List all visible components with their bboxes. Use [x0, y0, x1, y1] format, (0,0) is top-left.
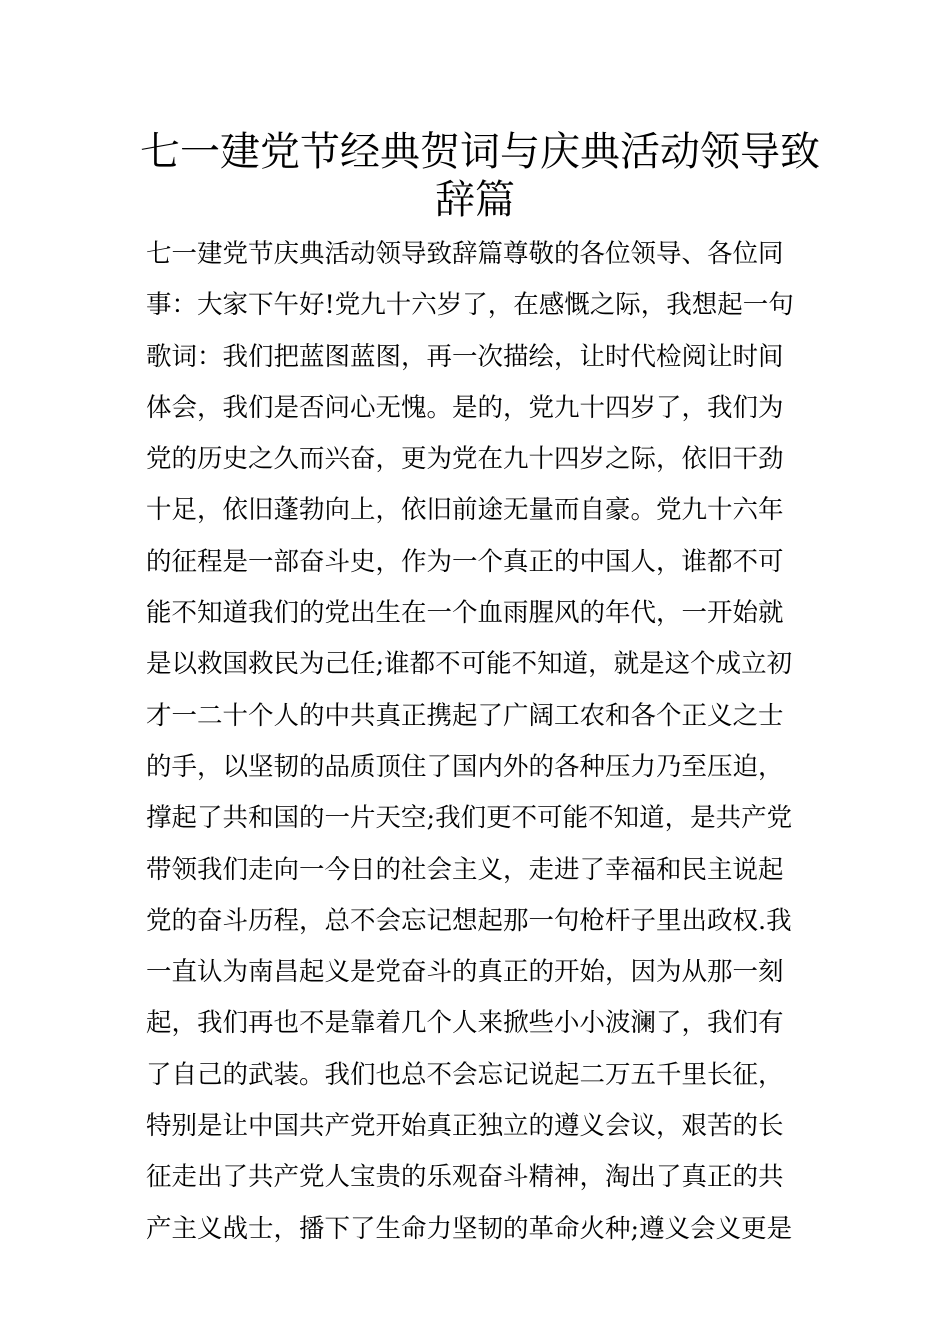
body-line: 特别是让中国共产党开始真正独立的遵义会议，艰苦的长	[146, 1111, 784, 1142]
document-body	[146, 229, 814, 1255]
title-line: 辞篇	[435, 177, 515, 223]
body-line: 党的历史之久而兴奋，更为党在九十四岁之际，依旧干劲	[146, 444, 784, 475]
body-line: 带领我们走向一今日的社会主义，走进了幸福和民主说起	[146, 854, 784, 885]
body-line: 一直认为南昌起义是党奋斗的真正的开始，因为从那一刻	[146, 957, 784, 988]
body-line: 歌词：我们把蓝图蓝图，再一次描绘，让时代检阅让时间	[146, 341, 784, 372]
body-line: 起，我们再也不是靠着几个人来掀些小小波澜了，我们有	[146, 1008, 784, 1039]
body-line: 征走出了共产党人宝贵的乐观奋斗精神，淘出了真正的共	[146, 1162, 784, 1193]
body-line: 十足，依旧蓬勃向上，依旧前途无量而自豪。党九十六年	[146, 495, 784, 526]
body-line: 了自己的武装。我们也总不会忘记说起二万五千里长征，	[146, 1059, 784, 1090]
body-line: 产主义战士，播下了生命力坚韧的革命火种;遵义会义更是	[146, 1213, 793, 1244]
body-line: 七一建党节庆典活动领导致辞篇尊敬的各位领导、各位同	[146, 239, 784, 269]
body-line: 党的奋斗历程，总不会忘记想起那一句枪杆子里出政权.我	[146, 905, 792, 936]
document-title	[140, 128, 820, 224]
body-line: 体会，我们是否问心无愧。是的，党九十四岁了，我们为	[146, 392, 784, 423]
body-line: 的手，以坚韧的品质顶住了国内外的各种压力乃至压迫，	[146, 751, 784, 782]
body-line: 才一二十个人的中共真正携起了广阔工农和各个正义之士	[146, 700, 784, 731]
title-line: 七一建党节经典贺词与庆典活动领导致	[140, 129, 820, 175]
body-line: 事：大家下午好!党九十六岁了，在感慨之际，我想起一句	[146, 290, 794, 321]
body-line: 是以救国救民为己任;谁都不可能不知道，就是这个成立初	[146, 649, 793, 680]
body-line: 撑起了共和国的一片天空;我们更不可能不知道，是共产党	[146, 803, 793, 834]
body-line: 的征程是一部奋斗史，作为一个真正的中国人，谁都不可	[146, 546, 784, 577]
body-line: 能不知道我们的党出生在一个血雨腥风的年代，一开始就	[146, 598, 784, 629]
